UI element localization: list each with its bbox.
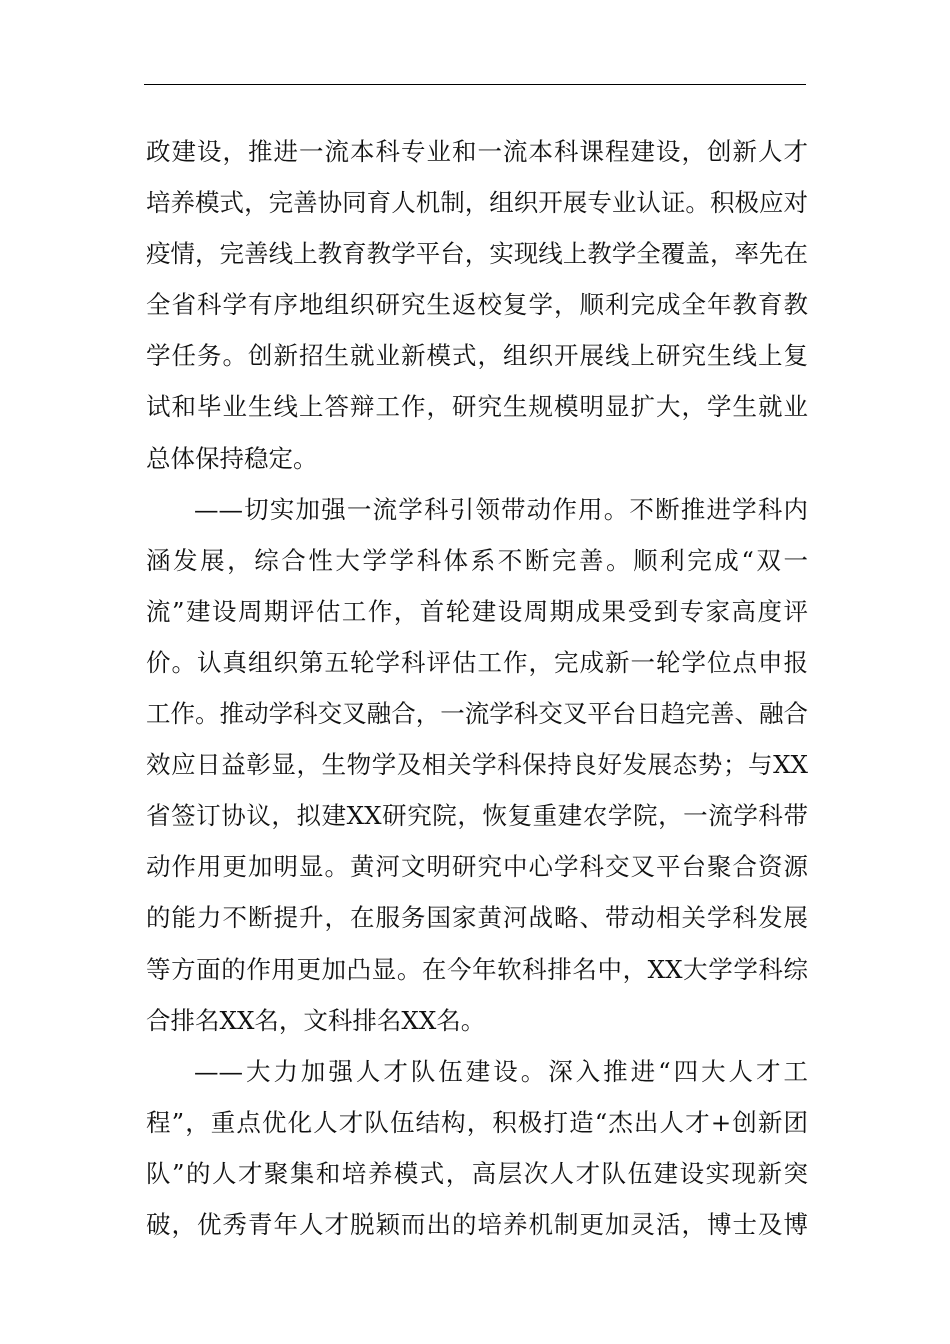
text-line: 总体保持稳定。 <box>146 443 318 473</box>
text-line: 政建设，推进一流本科专业和一流本科课程建设，创新人才 <box>146 137 808 166</box>
text-line: 价。认真组织第五轮学科评估工作，完成新一轮学位点申报 <box>146 647 808 677</box>
header-rule <box>144 84 806 85</box>
text-line: 疫情，完善线上教育教学平台，实现线上教学全覆盖，率先在 <box>146 239 808 269</box>
text-line: 涵发展，综合性大学学科体系不断完善。顺利完成“双一 <box>146 545 808 575</box>
text-line: 动作用更加明显。黄河文明研究中心学科交叉平台聚合资源 <box>146 852 808 882</box>
text-line: 学任务。创新招生就业新模式，组织开展线上研究生线上复 <box>146 341 808 371</box>
text-line: 的能力不断提升，在服务国家黄河战略、带动相关学科发展 <box>146 903 808 933</box>
text-line: 破，优秀青年人才脱颖而出的培养机制更加灵活，博士及博 <box>146 1209 808 1239</box>
text-line: 全省科学有序地组织研究生返校复学，顺利完成全年教育教 <box>146 290 808 320</box>
text-line: ——大力加强人才队伍建设。深入推进“四大人才工 <box>194 1056 808 1086</box>
text-line: 培养模式，完善协同育人机制，组织开展专业认证。积极应对 <box>146 188 808 218</box>
text-line: 程”，重点优化人才队伍结构，积极打造“杰出人才+创新团 <box>146 1107 808 1137</box>
text-line: 队”的人才聚集和培养模式，高层次人才队伍建设实现新突 <box>146 1158 808 1188</box>
text-line: 合排名XX名，文科排名XX名。 <box>146 1005 486 1035</box>
text-line: 工作。推动学科交叉融合，一流学科交叉平台日趋完善、融合 <box>146 699 808 729</box>
text-line: 试和毕业生线上答辩工作，研究生规模明显扩大，学生就业 <box>146 392 808 422</box>
text-line: 等方面的作用更加凸显。在今年软科排名中，XX大学学科综 <box>146 954 808 984</box>
text-line: 效应日益彰显，生物学及相关学科保持良好发展态势；与XX <box>146 750 808 780</box>
text-line: 流”建设周期评估工作，首轮建设周期成果受到专家高度评 <box>146 596 808 626</box>
text-line: ——切实加强一流学科引领带动作用。不断推进学科内 <box>194 494 808 524</box>
text-line: 省签订协议，拟建XX研究院，恢复重建农学院，一流学科带 <box>146 801 808 831</box>
body-text <box>146 126 808 1250</box>
